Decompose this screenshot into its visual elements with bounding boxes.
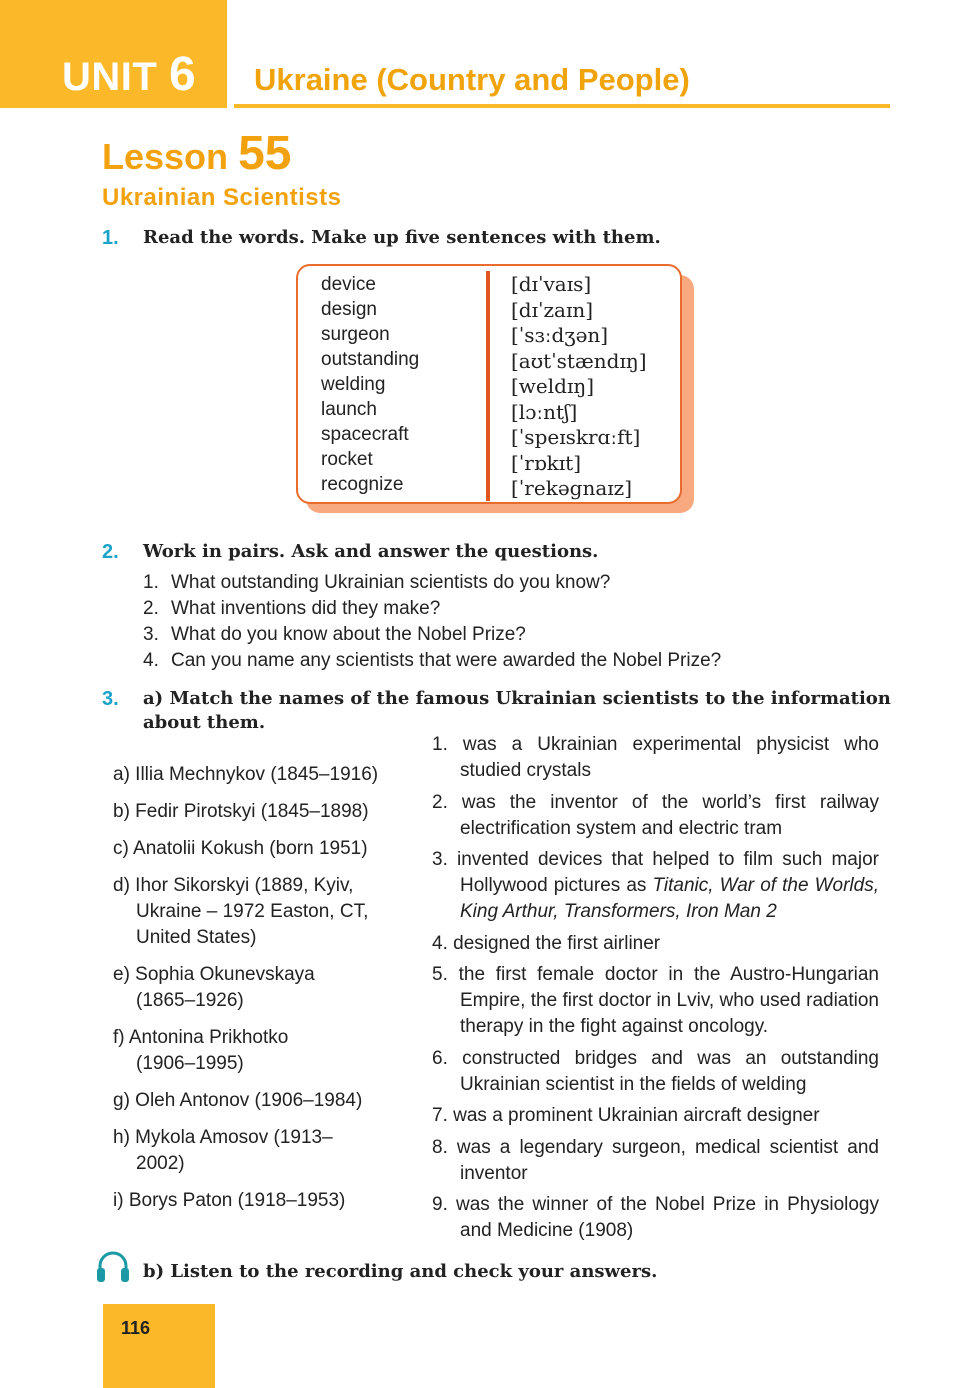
scientist-name: i) Borys Paton (1918–1953) <box>113 1190 346 1211</box>
info-item: 8. was a legendary surgeon, medical scientist and inventor <box>432 1136 879 1184</box>
word-list <box>321 272 419 497</box>
lesson-heading: Lesson 55 <box>102 127 292 180</box>
film-titles: Titanic, War of the Worlds, King Arthur, Transformers, Iron Man 2 <box>460 875 879 922</box>
task-2-instruction: Work in pairs. Ask and answer the questions. <box>143 541 599 562</box>
question-item: 4. Can you name any scientists that were awarded the Nobel Prize? <box>143 650 722 671</box>
task-1-instruction: Read the words. Make up five sentences with them. <box>143 227 661 248</box>
scientist-name: g) Oleh Antonov (1906–1984) <box>113 1090 363 1111</box>
transcription-item: [aʊtˈstændɪŋ] <box>511 348 647 373</box>
task-3a-instruction: a) Match the names of the famous Ukrainian scientists to the information about them. <box>143 688 891 733</box>
transcription-item: [dɪˈvaɪs] <box>511 272 592 296</box>
transcription-item: [lɔːntʃ] <box>511 399 578 424</box>
unit-title: Ukraine (Country and People) <box>254 62 690 97</box>
info-item: 5. the first female doctor in the Austro-Hungarian Empire, the first doctor in Lviv, who used radiation therapy in the fight against oncology. <box>432 964 879 1037</box>
transcription-item: [ˈsɜːdʒən] <box>511 323 609 347</box>
word-item: spacecraft <box>321 424 409 445</box>
question-item: 3. What do you know about the Nobel Prize? <box>143 624 526 645</box>
question-item: 1. What outstanding Ukrainian scientists do you know? <box>143 572 611 593</box>
task-2-number: 2. <box>102 541 119 563</box>
word-box-divider <box>486 271 490 501</box>
headphones-icon[interactable] <box>96 1251 130 1283</box>
transcription-item: [weldɪŋ] <box>511 374 595 398</box>
scientist-name: d) Ihor Sikorskyi (1889, Kyiv, Ukraine – 1972 Easton, CT, United States) <box>113 875 369 948</box>
word-item: outstanding <box>321 349 420 370</box>
transcription-list <box>511 272 647 502</box>
word-item: recognize <box>321 474 404 495</box>
word-item: surgeon <box>321 324 390 345</box>
transcription-item: [ˈspeɪskrɑːft] <box>511 425 641 449</box>
scientist-name: a) Illia Mechnykov (1845–1916) <box>113 764 379 785</box>
info-item: 1. was a Ukrainian experimental physicist who studied crystals <box>432 734 879 781</box>
word-item: rocket <box>321 449 373 470</box>
scientist-names <box>113 762 413 1225</box>
word-item: device <box>321 274 376 295</box>
word-item: design <box>321 299 377 320</box>
scientist-name: b) Fedir Pirotskyi (1845–1898) <box>113 801 369 822</box>
info-item: 6. constructed bridges and was an outstanding Ukrainian scientist in the fields of welding <box>432 1047 879 1095</box>
scientist-info-list <box>432 732 879 1250</box>
transcription-item: [ˈrekəgnaɪz] <box>511 476 632 500</box>
task-1-number: 1. <box>102 227 119 249</box>
scientist-name: f) Antonina Prikhotko (1906–1995) <box>113 1027 289 1074</box>
word-item: welding <box>321 374 386 395</box>
page-number: 116 <box>121 1318 151 1338</box>
info-item: 9. was the winner of the Nobel Prize in Physiology and Medicine (1908) <box>432 1194 879 1241</box>
scientist-name: c) Anatolii Kokush (born 1951) <box>113 838 368 859</box>
info-item: 3. invented devices that helped to film such major Hollywood pictures as Titanic, War of the Worlds, King Arthur, Transformers, Iron Man 2 <box>432 849 879 922</box>
info-item: 2. was the inventor of the world’s first railway electrification system and electric tram <box>432 791 879 839</box>
lesson-title: Ukrainian Scientists <box>102 184 342 211</box>
header-divider <box>234 104 890 108</box>
question-item: 2. What inventions did they make? <box>143 598 441 619</box>
task-3b-instruction: b) Listen to the recording and check your answers. <box>143 1261 658 1282</box>
task-3-number: 3. <box>102 688 119 710</box>
scientist-name: h) Mykola Amosov (1913–2002) <box>113 1127 333 1174</box>
transcription-item: [dɪˈzaɪn] <box>511 297 594 322</box>
unit-label: UNIT 6 <box>62 48 197 101</box>
info-item: 7. was a prominent Ukrainian aircraft designer <box>432 1105 820 1126</box>
page-number-box <box>103 1304 215 1388</box>
scientist-name: e) Sophia Okunevskaya (1865–1926) <box>113 964 315 1011</box>
transcription-item: [ˈrɒkɪt] <box>511 450 582 475</box>
info-item: 4. designed the first airliner <box>432 932 661 954</box>
question-list <box>143 570 721 674</box>
word-item: launch <box>321 399 377 420</box>
